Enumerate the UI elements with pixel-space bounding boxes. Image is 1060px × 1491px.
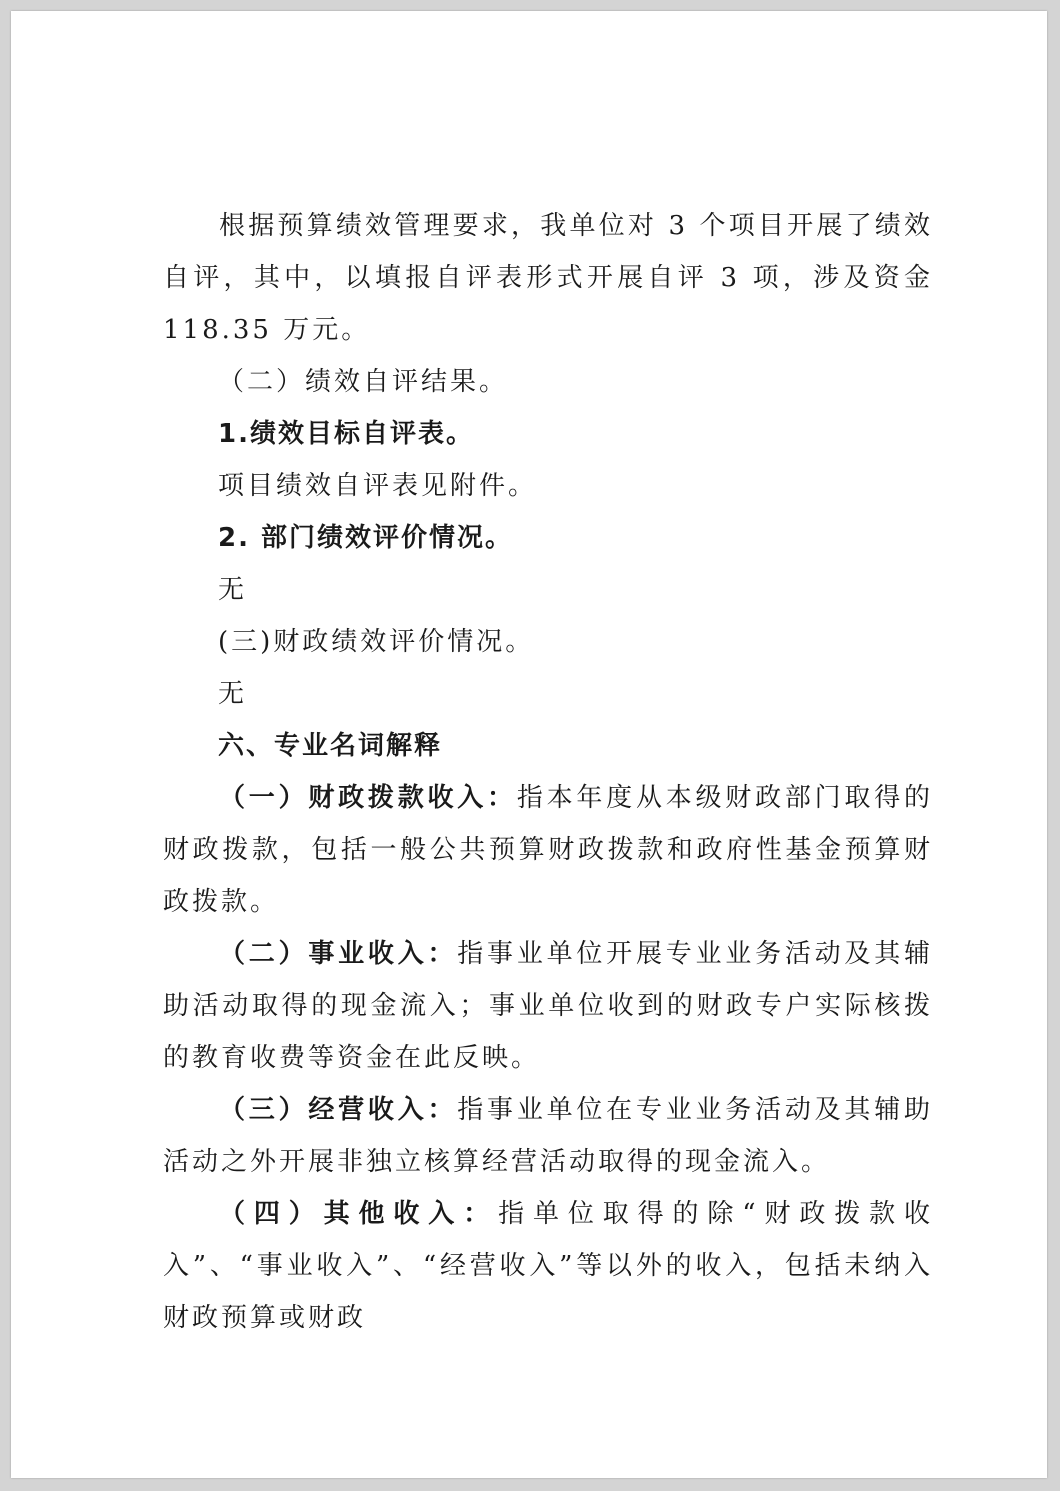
term-definition: 指事业单位在专业业务活动及其辅助活动之外开展非独立核算经营活动取得的现金流入。 bbox=[163, 1095, 933, 1177]
document-page bbox=[11, 11, 1047, 1478]
heading-self-evaluation-table: 1.绩效目标自评表。 bbox=[218, 419, 474, 449]
heading-evaluation-results: （二）绩效自评结果。 bbox=[218, 367, 509, 397]
paragraph-self-evaluation: 根据预算绩效管理要求，我单位对 3 个项目开展了绩效自评，其中，以填报自评表形式开展自评 3 项，涉及资金 118.35 万元。 bbox=[163, 211, 933, 345]
glossary-item-business-income bbox=[163, 928, 933, 1084]
glossary-item-other-income bbox=[163, 1188, 933, 1344]
heading-department-evaluation: 2. 部门绩效评价情况。 bbox=[218, 523, 514, 553]
term-definition: 指本年度从本级财政部门取得的财政拨款，包括一般公共预算财政拨款和政府性基金预算财政拨款。 bbox=[163, 783, 933, 917]
paragraph-table-attachment: 项目绩效自评表见附件。 bbox=[218, 471, 538, 501]
glossary-item-operating-income bbox=[163, 1084, 933, 1188]
term-label: （二）事业收入： bbox=[219, 939, 458, 969]
paragraph-finance-none: 无 bbox=[218, 679, 248, 709]
glossary-item-fiscal-allocation bbox=[163, 772, 933, 928]
heading-glossary: 六、专业名词解释 bbox=[218, 731, 443, 761]
term-label: （一）财政拨款收入： bbox=[219, 783, 517, 813]
heading-finance-evaluation: (三)财政绩效评价情况。 bbox=[218, 627, 535, 657]
term-label: （三）经营收入： bbox=[219, 1095, 458, 1125]
paragraph-department-none: 无 bbox=[218, 575, 248, 605]
term-definition: 指事业单位开展专业业务活动及其辅助活动取得的现金流入；事业单位收到的财政专户实际核拨的教育收费等资金在此反映。 bbox=[163, 939, 933, 1073]
term-label: （四）其他收入： bbox=[219, 1199, 499, 1229]
term-definition: 指单位取得的除“财政拨款收入”、“事业收入”、“经营收入”等以外的收入，包括未纳入财政预算或财政 bbox=[163, 1199, 933, 1333]
